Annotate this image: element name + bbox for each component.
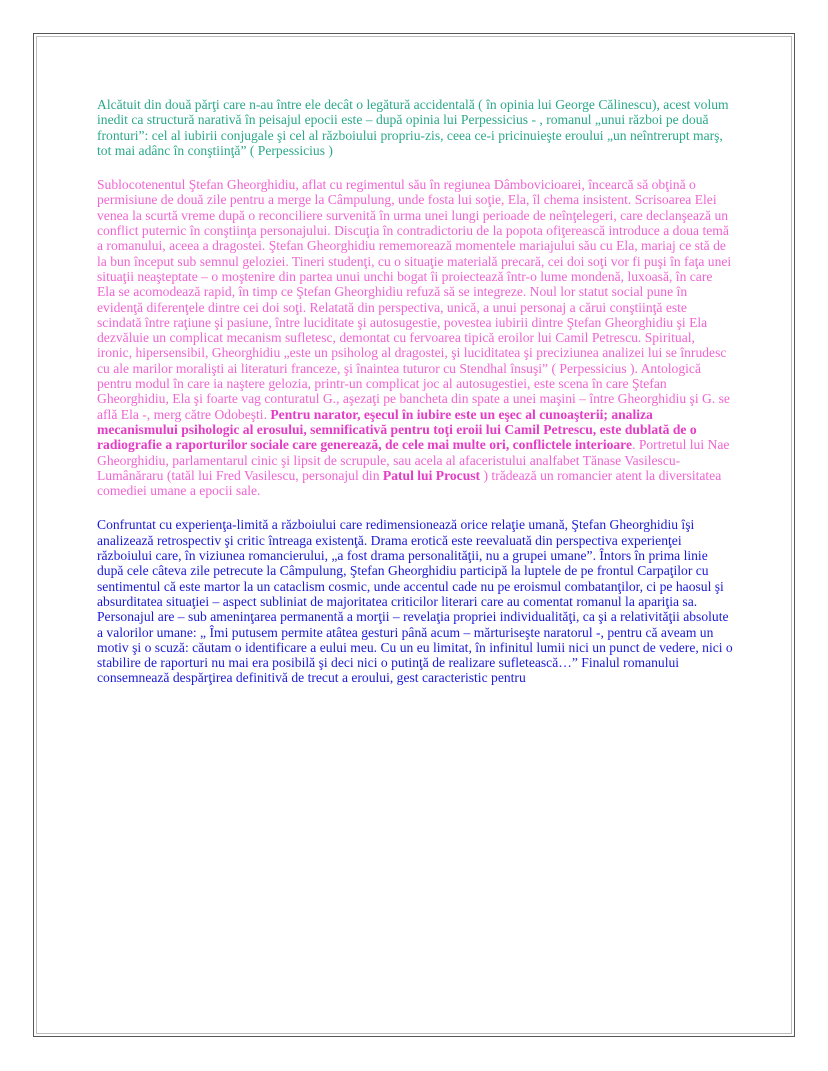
paragraph-war-plot: Confruntat cu experienţa-limită a războiului care redimensionează orice relaţie umană, Ştefan Gheorghidiu îşi analizează retrospectiv şi critic întreaga existenţă. Drama erotică este reevaluată din perspectiva experienţei războiului care, în viziunea romancierului, „a fost drama personalităţii, nu a grupei umane”. Întors în prima linie după cele câteva zile petrecute la Câmpulung, Ştefan Gheorghidiu participă la luptele de pe frontul Carpaţilor cu sentimentul că este martor la un cataclism cosmic, unde accentul cade nu pe eroismul combatanţilor, ci pe haosul şi absurditatea situaţiei – aspect subliniat de majoritatea criticilor literari care au comentat romanul la apariţia sa. Personajul are – sub ameninţarea permanentă a morţii – revelaţia propriei individualităţi, ca şi a relativităţii absolute a valorilor umane: „ Îmi putusem permite atâtea gesturi până acum – mărturiseşte naratorul -, pentru că aveam un motiv şi o scuză: căutam o identificare a eului meu. Cu un eu limitat, în infinitul lumii nici un punct de vedere, nici o stabilire de raporturi nu mai era posibilă şi deci nici o putinţă de realizare sufletească…” Finalul romanului consemnează despărţirea definitivă de trecut a eroului, gest caracteristic pentru [97,517,733,686]
bold-title: Patul lui Procust [382,467,481,483]
paragraph-intro: Alcătuit din două părţi care n-au între ele decât o legătură accidentală ( în opinia lui George Călinescu), acest volum inedit ca structură narativă în peisajul epocii este – după opinia lui Perpessicius - , romanul „unui război pe două fronturi”: cel al iubirii conjugale şi cel al războiului propriu-zis, ceea ce-i pricinuieşte eroului „un neîntrerupt marş, tot mai adânc în conştiinţă” ( Perpessicius ) [97,97,729,158]
paragraph-text: Sublocotenentul Ştefan Gheorghidiu, aflat cu regimentul său în regiunea Dâmbovicioarei, încearcă să obţină o permisiune de două zile pentru a merge la Câmpulung, unde fosta lui soţie, Ela, îl chema insistent. Scrisoarea Elei venea la scurtă vreme după o reconciliere survenită în urma unei lungi perioade de neînţelegeri, care declanşează un conflict puternic în conştiinţa personajului. Discuţia în contradictoriu de la popota ofiţerească introduce a doua temă a romanului, aceea a dragostei. Ştefan Gheorghidiu rememorează momentele mariajului său cu Ela, mariaj ce stă de la bun început sub semnul geloziei. Tineri studenţi, cu o situaţie materială precară, cei doi soţi vor fi puşi în faţa unei situaţii neaşteptate – o moştenire din partea unui unchi bogat îi proiectează într-o lume mondenă, luxoasă, în care Ela se acomodează rapid, în timp ce Ştefan Gheorghidiu refuză să se integreze. Noul lor statut social pune în evidenţă diferenţele dintre cei doi soţi. Relatată din perspectiva, unică, a unui personaj a cărui conştiinţă este scindată între raţiune şi pasiune, între luciditate şi autosugestie, povestea iubirii dintre Ştefan Gheorghidiu şi Ela dezvăluie un complicat mecanism sufletesc, demontat cu fervoarea tipică eroilor lui Camil Petrescu. Spiritual, ironic, hipersensibil, Gheorghidiu „este un psiholog al dragostei, şi luciditatea şi preciziunea analizei lui se înrudesc cu ale marilor moralişti ai literaturi franceze, şi înaintea tuturor cu Stendhal însuşi” ( Perpessicius ). Antologică pentru modul în care ia naştere gelozia, printr-un complicat joc al autosugestiei, este scena în care Ştefan Gheorghidiu, Ela şi foarte vag conturatul G., aşezaţi pe bancheta din spate a unei maşini – între Gheorghidiu şi G. se află Ela -, merg către Odobeşti. [97,177,732,422]
document-body [97,97,733,705]
paragraph-text: . Portretul lui Nae Gheorghidiu, parlamentarul cinic şi lipsit de scrupule, sau acela al afaceristului analfabet Tănase Vasilescu-Lumânăraru (tatăl lui Fred Vasilescu, personajul din [97,437,730,483]
paragraph-text: ) trădează un romancier atent la diversitatea comediei umane a epocii sale. [97,467,722,499]
document-page [33,33,795,1037]
paragraph-love-plot [97,177,733,498]
bold-emphasis: Pentru narator, eşecul în iubire este un eşec al cunoaşterii; analiza mecanismului psihologic al erosului, semnificativă pentru toţi eroii lui Camil Petrescu, este dublată de o radiografie a raporturilor sociale care generează, de cele mai multe ori, conflictele interioare [97,406,697,453]
